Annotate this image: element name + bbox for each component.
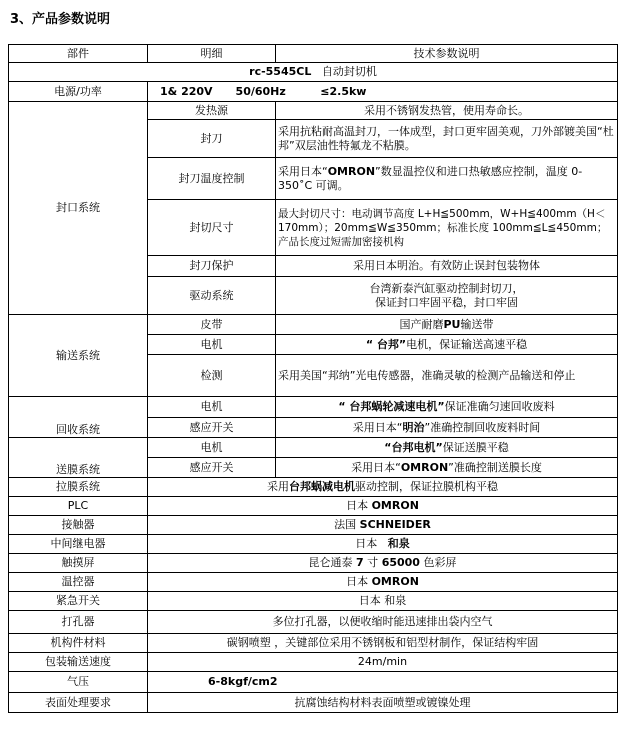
table-row bbox=[9, 315, 618, 335]
table-row bbox=[9, 693, 618, 713]
single-spec-0-c: 驱动控制，保证拉膜机构平稳 bbox=[355, 480, 498, 493]
conveyor-spec-1-b: 电机，保证输送高速平稳 bbox=[406, 337, 528, 351]
table-row bbox=[9, 438, 618, 458]
table-row bbox=[9, 592, 618, 611]
parameter-table bbox=[8, 44, 618, 713]
header-spec: 技术参数说明 bbox=[276, 45, 618, 63]
table-row bbox=[9, 672, 618, 693]
film-spec-1-c: ”准确控制送膜长度 bbox=[448, 460, 542, 474]
single-spec-4-e: 色彩屏 bbox=[419, 556, 457, 569]
single-spec-5 bbox=[148, 573, 618, 592]
header-part: 部件 bbox=[9, 45, 148, 63]
seal-group: 封口系统 bbox=[9, 102, 148, 315]
surface-part: 表面处理要求 bbox=[9, 693, 148, 713]
seal-detail-0: 发热源 bbox=[148, 102, 276, 120]
header-detail: 明细 bbox=[148, 45, 276, 63]
film-spec-1-b: OMRON bbox=[400, 460, 449, 474]
air-part: 气压 bbox=[9, 672, 148, 693]
single-spec-5-b: OMRON bbox=[371, 575, 419, 588]
single-spec-4-d: 65000 bbox=[381, 556, 420, 569]
single-spec-3-a: 日本 bbox=[355, 537, 381, 550]
table-row bbox=[9, 653, 618, 672]
single-part-3: 中间继电器 bbox=[9, 535, 148, 554]
table-row bbox=[9, 497, 618, 516]
model-row bbox=[9, 63, 618, 82]
film-detail-0: 电机 bbox=[148, 438, 276, 458]
single-spec-6: 日本 和泉 bbox=[148, 592, 618, 611]
single-spec-4-c: 寸 bbox=[363, 556, 382, 569]
recovery-spec-0-a: “ 台邦蜗轮减速电机” bbox=[338, 400, 445, 413]
table-row bbox=[9, 535, 618, 554]
single-spec-2 bbox=[148, 516, 618, 535]
air-spec: 6-8kgf/cm2 bbox=[148, 672, 618, 693]
conveyor-spec-1 bbox=[276, 335, 618, 355]
conveyor-spec-2: 采用美国“邦纳”光电传感器，准确灵敏的检测产品输送和停止 bbox=[276, 355, 618, 397]
recovery-spec-1 bbox=[276, 418, 618, 438]
recovery-spec-1-c: ”准确控制回收废料时间 bbox=[424, 420, 541, 434]
single-spec-0 bbox=[148, 478, 618, 497]
film-group: 送膜系统 bbox=[9, 438, 148, 478]
recovery-spec-1-b: 明治 bbox=[402, 420, 425, 434]
seal-detail-3: 封切尺寸 bbox=[148, 200, 276, 256]
conveyor-spec-0 bbox=[276, 315, 618, 335]
single-spec-4-a: 昆仑通泰 bbox=[308, 556, 357, 569]
film-spec-0-a: “台邦电机” bbox=[384, 440, 443, 454]
single-spec-8: 碳钢喷塑 ，关键部位采用不锈钢板和铝型材制作，保证结构牢固 bbox=[148, 634, 618, 653]
single-part-5: 温控器 bbox=[9, 573, 148, 592]
seal-spec-5 bbox=[276, 277, 618, 315]
seal-spec-4: 采用日本明治。有效防止误封包装物体 bbox=[276, 256, 618, 277]
recovery-spec-0 bbox=[276, 397, 618, 418]
seal-spec-5-line2: 保证封口牢固平稳，封口牢固 bbox=[375, 295, 518, 309]
single-spec-2-b: SCHNEIDER bbox=[359, 518, 431, 531]
film-spec-0 bbox=[276, 438, 618, 458]
seal-spec-2 bbox=[276, 158, 618, 200]
seal-spec-3: 最大封切尺寸：电动调节高度 L+H≦500mm，W+H≦400mm（H＜170mm）；20mm≦W≦350mm；标准长度 100mm≦L≦450mm；产品长度过短需加密接机构 bbox=[276, 200, 618, 256]
power-phase: 1& 220V bbox=[160, 84, 213, 98]
recovery-spec-1-a: 采用日本“ bbox=[352, 420, 403, 434]
single-spec-5-a: 日本 bbox=[346, 575, 372, 588]
section-title: 3、产品参数说明 bbox=[10, 12, 111, 27]
recovery-spec-0-b: 保证准确匀速回收废料 bbox=[444, 400, 555, 413]
seal-spec-2-c: ”数显温控仪和进口热敏感应控制，温度 0-350˚C 可调。 bbox=[278, 164, 583, 192]
single-spec-4 bbox=[148, 554, 618, 573]
model-code: rc-5545CL bbox=[249, 65, 312, 78]
power-kw: ≤2.5kw bbox=[320, 84, 367, 98]
film-detail-1: 感应开关 bbox=[148, 458, 276, 478]
table-header-row bbox=[9, 45, 618, 63]
surface-spec: 抗腐蚀结构材料表面喷塑或镀镍处理 bbox=[148, 693, 618, 713]
seal-spec-2-b: OMRON bbox=[327, 164, 376, 178]
recovery-detail-0: 电机 bbox=[148, 397, 276, 418]
model-cell bbox=[9, 63, 618, 82]
seal-detail-4: 封刀保护 bbox=[148, 256, 276, 277]
power-label: 电源/功率 bbox=[9, 82, 148, 102]
single-spec-9: 24m/min bbox=[148, 653, 618, 672]
single-spec-1 bbox=[148, 497, 618, 516]
single-spec-3-b: 和泉 bbox=[387, 537, 410, 550]
film-spec-0-b: 保证送膜平稳 bbox=[442, 440, 509, 454]
conveyor-spec-1-a: “ 台邦” bbox=[365, 337, 407, 351]
single-part-7: 打孔器 bbox=[9, 611, 148, 634]
single-part-9: 包装输送速度 bbox=[9, 653, 148, 672]
seal-detail-5: 驱动系统 bbox=[148, 277, 276, 315]
power-spec bbox=[148, 82, 618, 102]
seal-detail-1: 封刀 bbox=[148, 120, 276, 158]
film-spec-1-a: 采用日本“ bbox=[351, 460, 401, 474]
seal-spec-1: 采用抗粘耐高温封刀，一体成型，封口更牢固美观，刀外部镀美国“杜邦”双层油性特氟龙不粘膜。 bbox=[276, 120, 618, 158]
single-part-2: 接触器 bbox=[9, 516, 148, 535]
conveyor-detail-0: 皮带 bbox=[148, 315, 276, 335]
conveyor-spec-0-c: 输送带 bbox=[460, 317, 494, 331]
table-row bbox=[9, 397, 618, 418]
seal-spec-2-a: 采用日本“ bbox=[278, 164, 328, 178]
single-spec-7: 多位打孔器，以便收缩时能迅速排出袋内空气 bbox=[148, 611, 618, 634]
table-row bbox=[9, 554, 618, 573]
conveyor-spec-0-a: 国产耐磨 bbox=[399, 317, 444, 331]
single-part-6: 紧急开关 bbox=[9, 592, 148, 611]
table-row bbox=[9, 573, 618, 592]
single-spec-3 bbox=[148, 535, 618, 554]
single-part-0: 拉膜系统 bbox=[9, 478, 148, 497]
seal-detail-2: 封刀温度控制 bbox=[148, 158, 276, 200]
single-part-8: 机构件材料 bbox=[9, 634, 148, 653]
film-spec-1 bbox=[276, 458, 618, 478]
table-row bbox=[9, 634, 618, 653]
power-row bbox=[9, 82, 618, 102]
seal-spec-5-line1: 台湾新泰汽缸驱动控制封切刀， bbox=[369, 281, 524, 295]
conveyor-detail-2: 检测 bbox=[148, 355, 276, 397]
single-spec-0-a: 采用 bbox=[267, 480, 289, 493]
seal-spec-0: 采用不锈钢发热管，使用寿命长。 bbox=[276, 102, 618, 120]
model-name: 自动封切机 bbox=[321, 65, 377, 78]
single-spec-0-b: 台邦蜗减电机 bbox=[289, 480, 355, 493]
single-spec-1-b: OMRON bbox=[371, 499, 419, 512]
conveyor-group: 输送系统 bbox=[9, 315, 148, 397]
single-part-4: 触摸屏 bbox=[9, 554, 148, 573]
single-spec-4-b: 7 bbox=[356, 556, 364, 569]
single-part-1: PLC bbox=[9, 497, 148, 516]
table-row bbox=[9, 478, 618, 497]
recovery-group: 回收系统 bbox=[9, 397, 148, 438]
power-freq: 50/60Hz bbox=[235, 84, 286, 98]
recovery-detail-1: 感应开关 bbox=[148, 418, 276, 438]
table-row bbox=[9, 516, 618, 535]
conveyor-spec-0-b: PU bbox=[443, 317, 461, 331]
table-row bbox=[9, 611, 618, 634]
conveyor-detail-1: 电机 bbox=[148, 335, 276, 355]
single-spec-2-a: 法国 bbox=[334, 518, 360, 531]
single-spec-1-a: 日本 bbox=[346, 499, 372, 512]
table-row bbox=[9, 102, 618, 120]
